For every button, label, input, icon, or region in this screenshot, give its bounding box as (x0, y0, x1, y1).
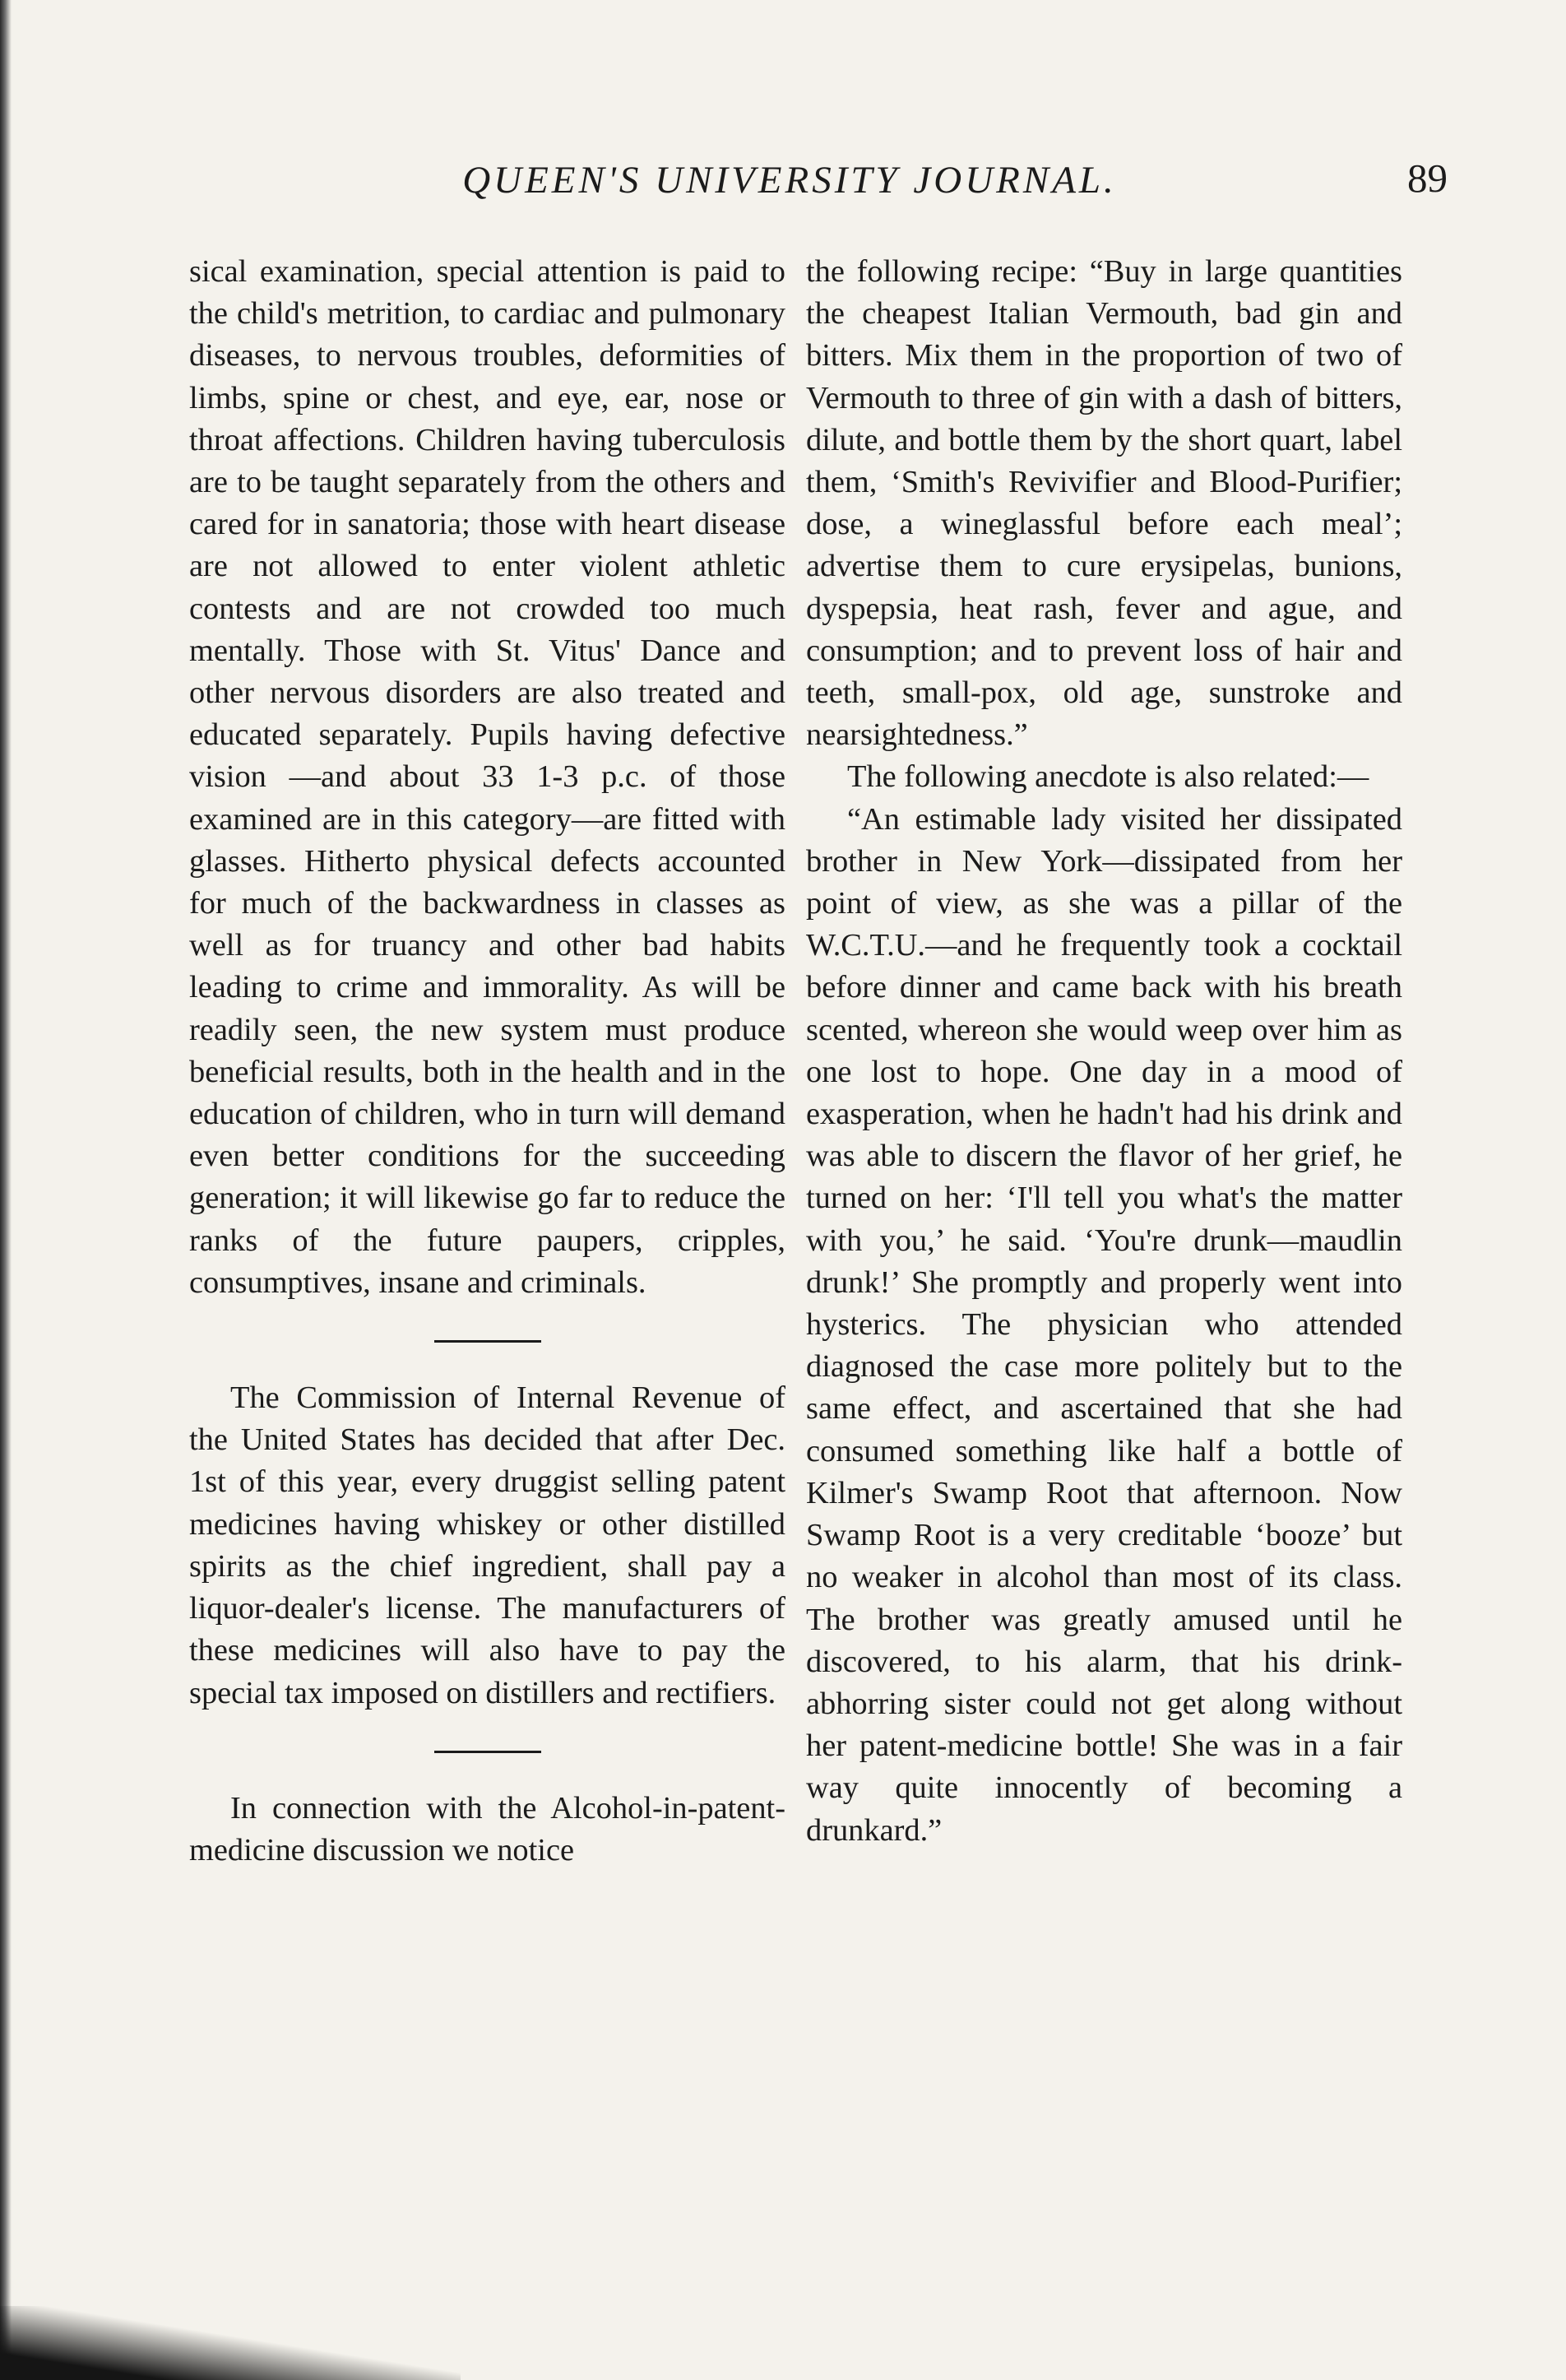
right-column (806, 251, 1402, 1852)
section-divider (434, 1340, 541, 1343)
page-number: 89 (1407, 155, 1448, 201)
paragraph-anecdote-intro: The following anecdote is also related:— (847, 759, 1369, 795)
paragraph-anecdote: “An estimable lady visited her dissipated brother in New York—dissipated from her point of view, as she was a pillar of the W.C.T.U.—and he frequently took a cocktail before dinner and came back with his breath scented, whereon she would weep over him as one lost to hope. One day in a mood of exasperation, when he hadn't had his drink and was able to discern the flavor of her grief, he turned on her: ‘I'll tell you what's the matter with you,’ he said. ‘You're drunk—maudlin drunk!’ She promptly and properly went into hysterics. The physician who attended diagnosed the case more politely but to the same effect, and ascertained that she had consumed something like half a bottle of Kilmer's Swamp Root that afternoon. Now Swamp Root is a very creditable ‘booze’ but no weaker in alcohol than most of its class. The brother was greatly amused until he discovered, to his alarm, that his drink-abhorring sister could not get along without her patent-medicine bottle! She was in a fair way quite innocently of becoming a drunkard.” (806, 801, 1402, 1848)
scan-corner-shadow (0, 2306, 461, 2380)
section-divider (434, 1751, 541, 1753)
paragraph-alcohol-patent-medicine: In connection with the Alcohol-in-patent-medicine discussion we notice (189, 1790, 785, 1867)
paragraph-school-medical-inspection: sical examination, special attention is paid to the child's metrition, to cardiac and pulmonary diseases, to nervous troubles, deformities of limbs, spine or chest, and eye, ear, nose or throat affections. Children having tuberculosis are to be taught separately from the others and cared for in sanatoria; those with heart disease are not allowed to enter violent athletic contests and are not crowded too much mentally. Those with St. Vitus' Dance and other nervous disorders are also treated and educated separately. Pupils having defective vision —and about 33 1-3 p.c. of those examined are in this category—are fitted with glasses. Hitherto physical defects accounted for much of the backwardness in classes as well as for truancy and other bad habits leading to crime and immorality. As will be readily seen, the new system must produce beneficial results, both in the health and in the education of children, who in turn will demand even better conditions for the succeeding generation; it will likewise go far to reduce the ranks of the future paupers, cripples, consumptives, insane and criminals. (189, 254, 785, 1300)
running-title: QUEEN'S UNIVERSITY JOURNAL. (462, 159, 1117, 202)
left-column (189, 251, 785, 1872)
paragraph-internal-revenue: The Commission of Internal Revenue of the United States has decided that after Dec. 1st of this year, every druggist selling patent medicines having whiskey or other distilled spirits as the chief ingredient, shall pay a liquor-dealer's license. The manufacturers of these medicines will also have to pay the special tax imposed on distillers and rectifiers. (189, 1380, 785, 1710)
binding-edge-shadow (0, 0, 12, 2380)
paragraph-recipe: the following recipe: “Buy in large quantities the cheapest Italian Vermouth, bad gin and bitters. Mix them in the proportion of two of Vermouth to three of gin with a dash of bitters, dilute, and bottle them by the short quart, label them, ‘Smith's Revivifier and Blood-Purifier; dose, a wineglassful before each meal’; advertise them to cure erysipelas, bunions, dyspepsia, heat rash, fever and ague, and consumption; and to prevent loss of hair and teeth, small-pox, old age, sunstroke and nearsightedness.” (806, 254, 1402, 753)
